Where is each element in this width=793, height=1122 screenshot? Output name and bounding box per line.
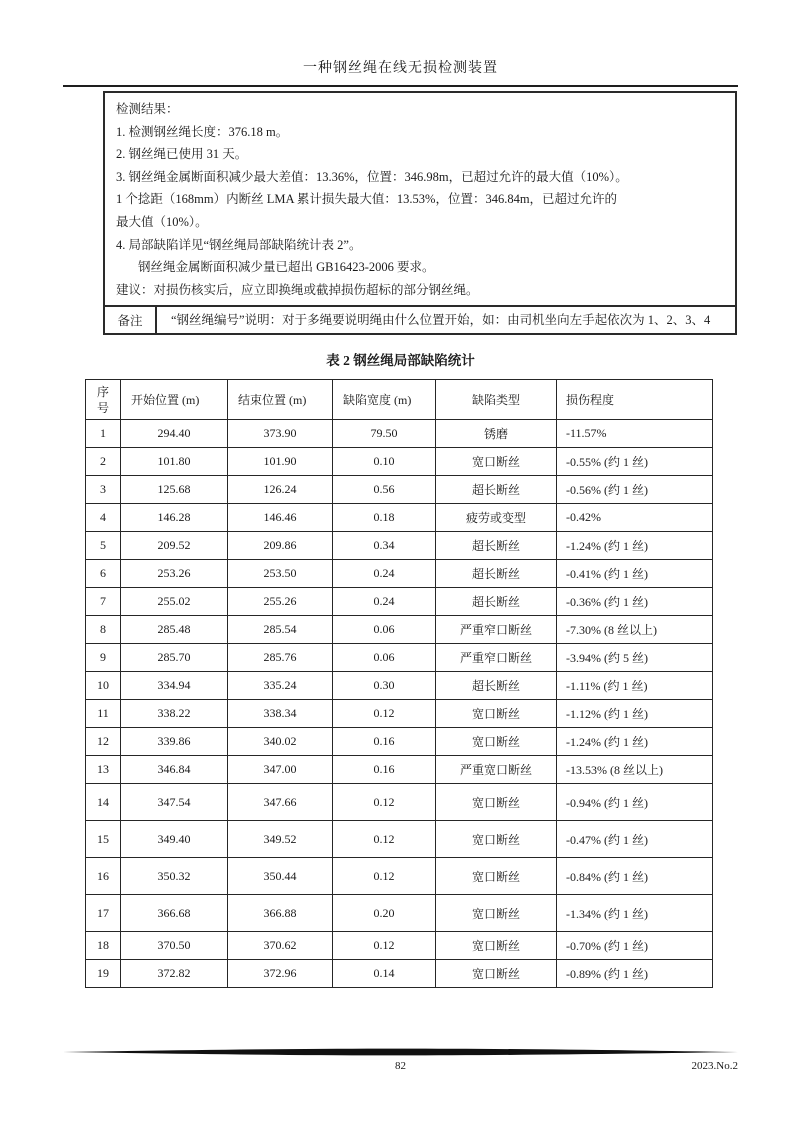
table-row xyxy=(86,821,713,858)
table-cell: 0.30 xyxy=(333,672,436,700)
table-cell: 0.12 xyxy=(333,932,436,960)
table-cell: 346.84 xyxy=(121,756,228,784)
table-cell: -0.55% (约 1 丝) xyxy=(557,448,713,476)
table-cell: 255.02 xyxy=(121,588,228,616)
table-cell: 4 xyxy=(86,504,121,532)
table-cell: 0.20 xyxy=(333,895,436,932)
table-cell: 253.50 xyxy=(228,560,333,588)
column-header-defect-width: 缺陷宽度 (m) xyxy=(333,380,436,420)
column-header-damage-degree: 损伤程度 xyxy=(557,380,713,420)
table-cell: 340.02 xyxy=(228,728,333,756)
header-rule xyxy=(63,85,738,87)
table-cell: 16 xyxy=(86,858,121,895)
table-cell: -0.42% xyxy=(557,504,713,532)
table-cell: 12 xyxy=(86,728,121,756)
table-cell: 严重窄口断丝 xyxy=(436,644,557,672)
table-cell: -11.57% xyxy=(557,420,713,448)
table-cell: -1.24% (约 1 丝) xyxy=(557,532,713,560)
remark-label: 备注 xyxy=(105,307,157,333)
column-header-defect-type: 缺陷类型 xyxy=(436,380,557,420)
footer-rule xyxy=(63,1048,738,1056)
table-cell: -7.30% (8 丝以上) xyxy=(557,616,713,644)
table-cell: 超长断丝 xyxy=(436,532,557,560)
table-cell: 锈磨 xyxy=(436,420,557,448)
table-cell: 超长断丝 xyxy=(436,588,557,616)
table-cell: 超长断丝 xyxy=(436,672,557,700)
table-cell: 347.66 xyxy=(228,784,333,821)
table-cell: -1.24% (约 1 丝) xyxy=(557,728,713,756)
table-cell: 335.24 xyxy=(228,672,333,700)
table-cell: 79.50 xyxy=(333,420,436,448)
result-line: 检测结果： xyxy=(116,102,179,116)
table-cell: 0.06 xyxy=(333,616,436,644)
table-cell: 0.18 xyxy=(333,504,436,532)
table-row xyxy=(86,756,713,784)
table-cell: 347.00 xyxy=(228,756,333,784)
table-cell: 338.22 xyxy=(121,700,228,728)
table-cell: 347.54 xyxy=(121,784,228,821)
table-cell: -1.34% (约 1 丝) xyxy=(557,895,713,932)
result-line: 1 个捻距（168mm）内断丝 LMA 累计损失最大值：13.53%，位置：346.84m，已超过允许的 xyxy=(116,192,618,207)
table-cell: 5 xyxy=(86,532,121,560)
table-cell: 0.24 xyxy=(333,560,436,588)
table-cell: 294.40 xyxy=(121,420,228,448)
table-cell: 0.24 xyxy=(333,588,436,616)
table-cell: 255.26 xyxy=(228,588,333,616)
table-cell: 0.12 xyxy=(333,821,436,858)
table-cell: -13.53% (8 丝以上) xyxy=(557,756,713,784)
table-cell: 338.34 xyxy=(228,700,333,728)
table-cell: 严重窄口断丝 xyxy=(436,616,557,644)
page-footer xyxy=(63,1048,738,1076)
table-cell: 宽口断丝 xyxy=(436,932,557,960)
table-cell: 366.88 xyxy=(228,895,333,932)
result-line: 1. 检测钢丝绳长度：376.18 m。 xyxy=(116,124,289,139)
table-cell: 3 xyxy=(86,476,121,504)
table-row xyxy=(86,504,713,532)
table-cell: -1.11% (约 1 丝) xyxy=(557,672,713,700)
table-cell: 146.46 xyxy=(228,504,333,532)
table-cell: 宽口断丝 xyxy=(436,784,557,821)
table-cell: 126.24 xyxy=(228,476,333,504)
table-cell: 146.28 xyxy=(121,504,228,532)
table-cell: 349.40 xyxy=(121,821,228,858)
table-cell: -0.36% (约 1 丝) xyxy=(557,588,713,616)
table-cell: 0.12 xyxy=(333,784,436,821)
table-cell: 疲劳或变型 xyxy=(436,504,557,532)
issue-number: 2023.No.2 xyxy=(691,1060,738,1072)
table-cell: 8 xyxy=(86,616,121,644)
table-cell: 285.76 xyxy=(228,644,333,672)
table-cell: 7 xyxy=(86,588,121,616)
table-cell: 373.90 xyxy=(228,420,333,448)
table-cell: 宽口断丝 xyxy=(436,960,557,988)
table-cell: 370.62 xyxy=(228,932,333,960)
table-row xyxy=(86,784,713,821)
table-cell: 209.52 xyxy=(121,532,228,560)
table-cell: 0.16 xyxy=(333,728,436,756)
table-cell: 宽口断丝 xyxy=(436,700,557,728)
table-cell: 0.12 xyxy=(333,858,436,895)
table-cell: 285.70 xyxy=(121,644,228,672)
table-row xyxy=(86,420,713,448)
table-cell: -0.89% (约 1 丝) xyxy=(557,960,713,988)
table-cell: 宽口断丝 xyxy=(436,728,557,756)
table-cell: 10 xyxy=(86,672,121,700)
table-cell: -3.94% (约 5 丝) xyxy=(557,644,713,672)
table-cell: 0.16 xyxy=(333,756,436,784)
table-cell: 超长断丝 xyxy=(436,560,557,588)
table-cell: -1.12% (约 1 丝) xyxy=(557,700,713,728)
table-row xyxy=(86,644,713,672)
table-cell: 宽口断丝 xyxy=(436,895,557,932)
result-line: 建议：对损伤核实后，应立即换绳或截掉损伤超标的部分钢丝绳。 xyxy=(116,282,479,297)
table-cell: 366.68 xyxy=(121,895,228,932)
table-cell: 0.34 xyxy=(333,532,436,560)
table-cell: 372.96 xyxy=(228,960,333,988)
remark-text: “钢丝绳编号”说明：对于多绳要说明绳由什么位置开始，如：由司机坐向左手起依次为 1、2、3、4 xyxy=(171,313,711,328)
table-cell: -0.84% (约 1 丝) xyxy=(557,858,713,895)
table-cell: 350.44 xyxy=(228,858,333,895)
remark-row xyxy=(105,305,735,333)
table-row xyxy=(86,616,713,644)
table-cell: 9 xyxy=(86,644,121,672)
table-cell: 2 xyxy=(86,448,121,476)
table-cell: 18 xyxy=(86,932,121,960)
column-header-index: 序号 xyxy=(86,380,121,420)
table-cell: 0.56 xyxy=(333,476,436,504)
table-cell: 101.80 xyxy=(121,448,228,476)
table-cell: 349.52 xyxy=(228,821,333,858)
table-cell: 0.06 xyxy=(333,644,436,672)
result-line: 4. 局部缺陷详见“钢丝绳局部缺陷统计表 2”。 xyxy=(116,237,362,252)
table-cell: 11 xyxy=(86,700,121,728)
table-row xyxy=(86,700,713,728)
detection-results-box xyxy=(103,91,737,335)
table-cell: 350.32 xyxy=(121,858,228,895)
table-cell: 6 xyxy=(86,560,121,588)
table-cell: 14 xyxy=(86,784,121,821)
page-number: 82 xyxy=(395,1060,406,1072)
table-cell: 宽口断丝 xyxy=(436,448,557,476)
table-cell: 285.54 xyxy=(228,616,333,644)
table-cell: -0.70% (约 1 丝) xyxy=(557,932,713,960)
table-cell: 372.82 xyxy=(121,960,228,988)
table-row xyxy=(86,588,713,616)
result-line: 钢丝绳金属断面积减少量已超出 GB16423-2006 要求。 xyxy=(138,260,435,275)
table-cell: 17 xyxy=(86,895,121,932)
result-line: 2. 钢丝绳已使用 31 天。 xyxy=(116,147,248,162)
table-cell: 0.14 xyxy=(333,960,436,988)
table-cell: 339.86 xyxy=(121,728,228,756)
table-cell: 严重宽口断丝 xyxy=(436,756,557,784)
table-cell: 370.50 xyxy=(121,932,228,960)
table-row xyxy=(86,476,713,504)
table-cell: 125.68 xyxy=(121,476,228,504)
table-row xyxy=(86,960,713,988)
table-cell: 超长断丝 xyxy=(436,476,557,504)
result-line: 3. 钢丝绳金属断面积减少最大差值：13.36%，位置：346.98m，已超过允许的最大值（10%）。 xyxy=(116,169,628,184)
table-cell: 253.26 xyxy=(121,560,228,588)
table-cell: 101.90 xyxy=(228,448,333,476)
table-row xyxy=(86,448,713,476)
table-cell: 15 xyxy=(86,821,121,858)
column-header-end-position: 结束位置 (m) xyxy=(228,380,333,420)
table-row xyxy=(86,932,713,960)
table-row xyxy=(86,728,713,756)
detection-results-text xyxy=(105,93,735,305)
table-caption: 表 2 钢丝绳局部缺陷统计 xyxy=(326,353,475,369)
table-row xyxy=(86,858,713,895)
table-header-row xyxy=(86,380,713,420)
table-cell: 13 xyxy=(86,756,121,784)
result-line: 最大值（10%）。 xyxy=(116,214,208,229)
page-title: 一种钢丝绳在线无损检测装置 xyxy=(303,61,498,76)
table-cell: 宽口断丝 xyxy=(436,858,557,895)
defect-statistics-table xyxy=(85,379,713,988)
table-row xyxy=(86,672,713,700)
table-cell: 0.12 xyxy=(333,700,436,728)
table-cell: -0.47% (约 1 丝) xyxy=(557,821,713,858)
table-row xyxy=(86,895,713,932)
table-cell: 1 xyxy=(86,420,121,448)
table-row xyxy=(86,532,713,560)
table-cell: 0.10 xyxy=(333,448,436,476)
table-cell: 285.48 xyxy=(121,616,228,644)
table-cell: -0.56% (约 1 丝) xyxy=(557,476,713,504)
table-cell: 209.86 xyxy=(228,532,333,560)
column-header-start-position: 开始位置 (m) xyxy=(121,380,228,420)
table-cell: 19 xyxy=(86,960,121,988)
table-row xyxy=(86,560,713,588)
defect-table-body xyxy=(86,420,713,988)
table-cell: -0.41% (约 1 丝) xyxy=(557,560,713,588)
table-cell: 宽口断丝 xyxy=(436,821,557,858)
table-cell: -0.94% (约 1 丝) xyxy=(557,784,713,821)
table-cell: 334.94 xyxy=(121,672,228,700)
